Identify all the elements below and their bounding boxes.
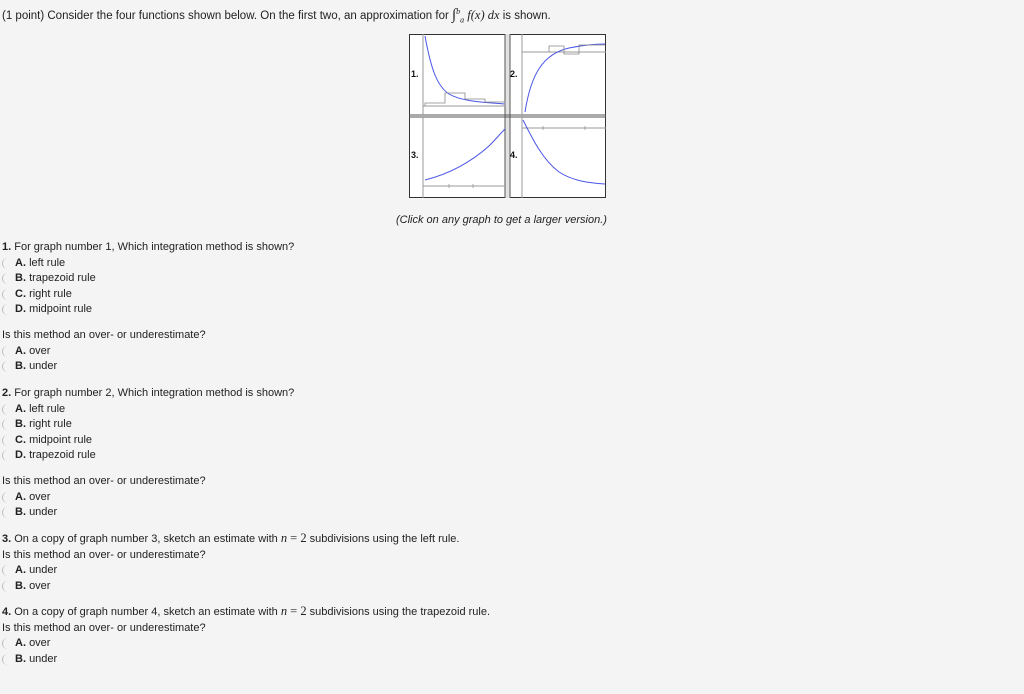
q1-option-c-label: right rule xyxy=(29,287,72,300)
q1b-option-b-radio[interactable] xyxy=(2,361,13,372)
q2b-option-a-label: over xyxy=(29,490,51,503)
question-3-prompt-end: subdivisions using the left rule. xyxy=(309,533,460,545)
q2-option-c[interactable] xyxy=(2,433,294,449)
question-4-n-variable: n xyxy=(280,604,288,618)
q2b-option-b[interactable] xyxy=(2,505,206,521)
integral-upper-limit: b xyxy=(456,7,461,16)
q1-option-a[interactable] xyxy=(2,256,294,272)
q3-option-b-radio[interactable] xyxy=(2,581,13,592)
q3-option-a-label: under xyxy=(29,564,58,576)
question-1-text xyxy=(2,240,294,256)
q2-option-c-label: midpoint rule xyxy=(29,433,93,446)
q4-option-a-radio[interactable] xyxy=(2,638,13,649)
q1-option-b-letter: B. xyxy=(15,272,26,284)
question-2-prompt: For graph number 2, Which integration method is shown? xyxy=(14,387,295,399)
q1-option-d[interactable] xyxy=(2,302,294,318)
q2-option-a-letter: A. xyxy=(15,402,26,415)
q1-option-c-radio[interactable] xyxy=(2,289,13,300)
question-4-prompt-end: subdivisions using the trapezoid rule. xyxy=(309,606,491,618)
q2-option-c-letter: C. xyxy=(15,433,26,446)
q1-option-d-radio[interactable] xyxy=(2,304,13,315)
question-1b xyxy=(2,328,206,375)
q1-option-a-label: left rule xyxy=(29,256,66,269)
q2-option-b[interactable] xyxy=(2,417,294,433)
problem-statement xyxy=(2,7,551,25)
question-3-sub-prompt: Is this method an over- or underestimate? xyxy=(2,548,206,561)
problem-suffix: is shown. xyxy=(502,10,551,23)
q2b-option-a-radio[interactable] xyxy=(2,492,13,503)
question-2-number: 2. xyxy=(2,387,12,399)
question-3-text xyxy=(2,531,459,548)
integral-expression: ∫$^b_a$ f(x) dx xyxy=(452,7,500,25)
graph-4-label: 4. xyxy=(510,150,518,160)
q1b-option-b-letter: B. xyxy=(15,360,26,372)
question-4-text xyxy=(2,604,490,621)
question-4-prompt-start: On a copy of graph number 4, sketch an estimate with xyxy=(14,606,278,618)
q3-option-b[interactable] xyxy=(2,579,459,595)
q1-option-c[interactable] xyxy=(2,287,294,303)
question-2b xyxy=(2,474,206,521)
graph-grid-svg[interactable] xyxy=(409,34,606,198)
q2-option-c-radio[interactable] xyxy=(2,435,13,446)
question-3-n-value: = 2 xyxy=(290,531,307,545)
graph-1-label: 1. xyxy=(411,69,419,79)
q4-option-a-letter: A. xyxy=(15,637,26,649)
q2-option-b-letter: B. xyxy=(15,418,26,430)
q1-option-b-radio[interactable] xyxy=(2,273,13,284)
q2-option-a-radio[interactable] xyxy=(2,404,13,415)
q1b-option-b[interactable] xyxy=(2,359,206,375)
q1-option-d-letter: D. xyxy=(15,303,26,315)
question-3-prompt-start: On a copy of graph number 3, sketch an estimate with xyxy=(14,533,278,545)
question-1b-prompt: Is this method an over- or underestimate? xyxy=(2,329,206,341)
vertical-divider xyxy=(505,34,510,198)
problem-prefix: (1 point) Consider the four functions shown below. On the first two, an approximation for xyxy=(2,10,449,23)
q2b-option-b-radio[interactable] xyxy=(2,507,13,518)
q3-option-b-letter: B. xyxy=(15,579,26,592)
q2-option-a[interactable] xyxy=(2,402,294,418)
question-4-number: 4. xyxy=(2,606,12,618)
graph-3-label: 3. xyxy=(411,150,419,160)
q2-option-d-label: trapezoid rule xyxy=(29,449,96,461)
question-3 xyxy=(2,531,459,594)
q4-option-a-label: over xyxy=(29,637,51,649)
q2-option-b-radio[interactable] xyxy=(2,419,13,430)
question-2b-prompt: Is this method an over- or underestimate? xyxy=(2,475,206,487)
question-3-n-variable: n xyxy=(280,531,288,545)
question-2-text xyxy=(2,386,294,402)
q1b-option-a-letter: A. xyxy=(15,344,26,357)
q1-option-b-label: trapezoid rule xyxy=(29,272,96,284)
q2-option-d-letter: D. xyxy=(15,449,26,461)
q3-option-b-label: over xyxy=(29,579,51,592)
q4-option-b-label: under xyxy=(29,652,58,665)
q3-option-a-radio[interactable] xyxy=(2,565,13,576)
q1-option-d-label: midpoint rule xyxy=(29,303,93,315)
q2b-option-b-letter: B. xyxy=(15,506,26,518)
q1-option-b[interactable] xyxy=(2,271,294,287)
q1b-option-a-label: over xyxy=(29,344,51,357)
q2b-option-b-label: under xyxy=(29,506,58,518)
question-3-number: 3. xyxy=(2,533,12,545)
q1-option-a-radio[interactable] xyxy=(2,258,13,269)
graph-caption: (Click on any graph to get a larger version.) xyxy=(396,214,607,226)
q4-option-b-letter: B. xyxy=(15,652,26,665)
question-1-prompt: For graph number 1, Which integration method is shown? xyxy=(14,241,295,253)
integral-lower-limit: a xyxy=(460,15,465,25)
question-4 xyxy=(2,604,490,667)
integrand: f(x) dx xyxy=(467,8,500,23)
question-1 xyxy=(2,240,294,318)
q1b-option-a[interactable] xyxy=(2,344,206,360)
q1-option-a-letter: A. xyxy=(15,256,26,269)
q4-option-b[interactable] xyxy=(2,652,490,668)
q1b-option-b-label: under xyxy=(29,360,58,372)
q2-option-a-label: left rule xyxy=(29,402,66,415)
graph-2-label: 2. xyxy=(510,69,518,79)
question-4-n-value: = 2 xyxy=(290,604,307,618)
q2-option-d[interactable] xyxy=(2,448,294,464)
question-4-sub-prompt: Is this method an over- or underestimate? xyxy=(2,621,206,634)
q2-option-b-label: right rule xyxy=(29,418,72,430)
q2b-option-a-letter: A. xyxy=(15,490,26,503)
q2b-option-a[interactable] xyxy=(2,490,206,506)
graph-grid[interactable] xyxy=(409,34,606,198)
question-1-number: 1. xyxy=(2,241,12,253)
question-2 xyxy=(2,386,294,464)
q1-option-c-letter: C. xyxy=(15,287,26,300)
q4-option-a[interactable] xyxy=(2,636,490,652)
q1b-option-a-radio[interactable] xyxy=(2,346,13,357)
q4-option-b-radio[interactable] xyxy=(2,654,13,665)
q3-option-a[interactable] xyxy=(2,563,459,579)
q2-option-d-radio[interactable] xyxy=(2,450,13,461)
q3-option-a-letter: A. xyxy=(15,564,26,576)
